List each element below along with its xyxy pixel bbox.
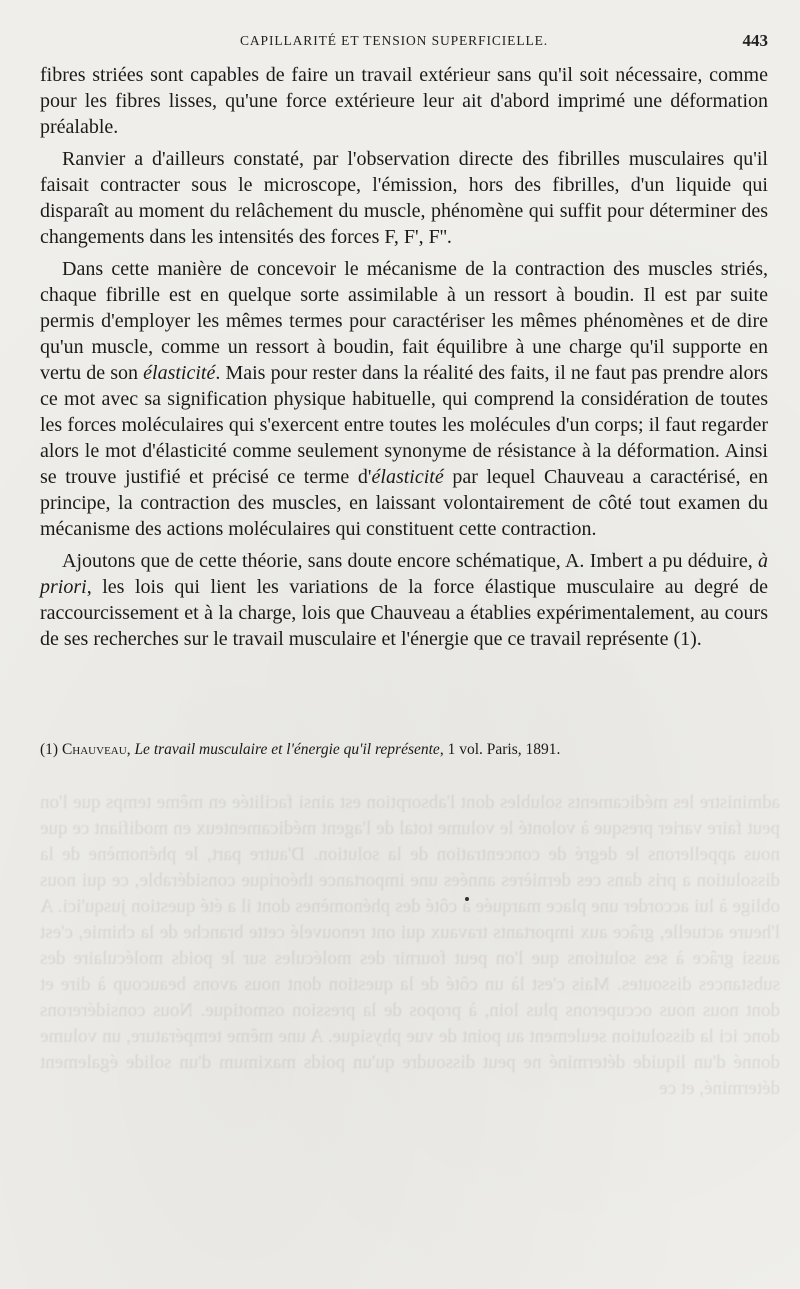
footnote-author: Chauveau <box>61 741 127 758</box>
running-title: CAPILLARITÉ ET TENSION SUPERFICIELLE. <box>240 33 549 48</box>
italic-term: élasticité <box>143 362 216 384</box>
paragraph-4: Ajoutons que de cette théorie, sans doute encore schématique, A. Imbert a pu déduire, à priori, les lois qui lient les variations de la force élastique musculaire au degré de raccourcissement et à la charge, lois que Chauveau a établies expérimentalement, au cours de ses recherches sur le travail musculaire et l'énergie que ce travail représente (1). <box>40 550 768 650</box>
show-through-text: administre les médicaments solubles dont l'absorption est ainsi facilitée en même temps que l'on peut faire varier presque à volonté le volume total de l'agent médicamenteux en modifiant ce que nous appellerons le degré de concentration de la solution. D'autre part, le phénomène de la dissolution a pris dans ces dernières années une importance théorique considérable, ce qui nous oblige à lui accorder une place marquée à côté des phénomènes dont il a été question jusqu'ici. A l'heure actuelle, grâce aux importants travaux qui ont renouvelé cette branche de la chimie, c'est aussi grâce à ses solutions que l'on peut fournir des molécules sur le poids moléculaire des substances dissoutes. Mais c'est là un côté de la question dont nous avons beaucoup à dire et dont nous nous occuperons plus loin, à propos de la pression osmotique. Nous considérerons donc ici la dissolution seulement au point de vue physique. A une même température, un volume donné d'un liquide déterminé ne peut dissoudre qu'un poids maximum d'un solide également déterminé, et ce <box>40 792 780 1099</box>
paragraph-1: fibres striées sont capables de faire un travail extérieur sans qu'il soit nécessaire, comme pour les fibres lisses, qu'une force extérieure leur ait d'abord imprimé une déformation préalable. <box>40 64 768 138</box>
page-number: 443 <box>742 31 768 50</box>
italic-term: élasticité <box>371 466 444 488</box>
footnote-title: Le travail musculaire et l'énergie qu'il représente <box>134 741 440 758</box>
running-header <box>40 33 768 53</box>
italic-term: à priori <box>40 550 768 598</box>
paragraph-3: Dans cette manière de concevoir le mécanisme de la contraction des muscles striés, chaque fibrille est en quelque sorte assimilable à un ressort à boudin. Il est par suite permis d'employer les mêmes termes pour caractériser les mêmes phénomènes et de dire qu'un muscle, comme un ressort à boudin, fait équilibre à une charge qu'il supporte en vertu de son élasticité. Mais pour rester dans la réalité des faits, il ne faut pas prendre alors ce mot avec sa signification physique habituelle, qui comprend la considération de toutes les forces moléculaires qui s'exercent entre toutes les molécules d'un corps; il faut regarder alors le mot d'élasticité comme seulement synonyme de résistance à la déformation. Ainsi se trouve justifié et précisé ce terme d'élasticité par lequel Chauveau a caractérisé, en principe, la contraction des muscles, en laissant volontairement de côté tout examen du mécanisme des actions moléculaires qui constituent cette contraction. <box>40 258 769 540</box>
footnote-marker: (1) <box>40 741 62 758</box>
footnote: (1) Chauveau, Le travail musculaire et l'énergie qu'il représente, 1 vol. Paris, 1891. <box>40 741 561 758</box>
paragraph-2: Ranvier a d'ailleurs constaté, par l'observation directe des fibrilles musculaires qu'il faisait contracter sous le microscope, l'émission, hors des fibrilles, d'un liquide qui disparaît au moment du relâchement du muscle, phénomène qui suffit pour déterminer des changements dans les intensités des forces F, F', F''. <box>40 148 768 248</box>
body-text <box>40 62 768 658</box>
